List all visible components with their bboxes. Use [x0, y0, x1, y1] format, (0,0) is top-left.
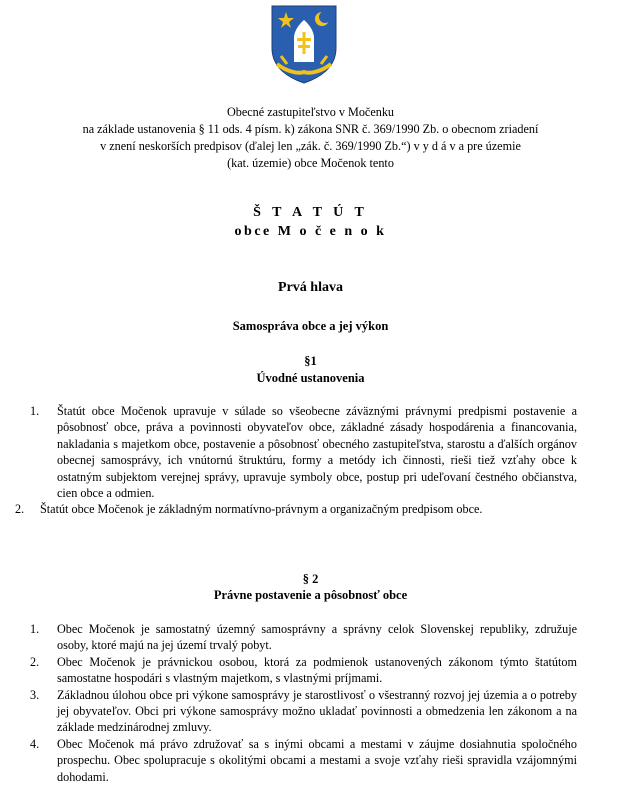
document-title: Š T A T Ú T	[253, 205, 368, 220]
section-2-list	[30, 621, 577, 785]
item-number: 1.	[30, 622, 40, 636]
intro-line: Obecné zastupiteľstvo v Močenku	[226, 105, 395, 119]
list-item	[30, 687, 577, 736]
item-number: 2.	[30, 654, 40, 669]
section-number: §1	[304, 354, 317, 368]
list-item	[15, 501, 577, 517]
section-title: Právne postavenie a pôsobnosť obce	[213, 588, 408, 602]
item-text: Štatút obce Močenok upravuje v súlade so všeobecne záväznými právnymi predpismi postavenie a pôsobnosť obce, práva a povinnosti obyvateľov obce, základné zásady hospodárenia a financovania, nakladania s majetkom obce, postavenie a pôsobnosť obecného zastupiteľstva, starostu a ďalších orgánov obecnej samosprávy, ich vnútornú štruktúru, formy a metódy ich činnosti, rieši tiež vzťahy obce k ostatným subjektom verejnej správy, upravuje symboly obce, postup pri udeľovaní čestného občianstva, cien obce a odmien.	[57, 404, 577, 501]
intro-line: v znení neskorších predpisov (ďalej len „zák. č. 369/1990 Zb.“) v y d á v a pre územie	[100, 139, 521, 153]
item-text: Štatút obce Močenok je základným normatívno-právnym a organizačným predpisom obce.	[40, 502, 483, 517]
list-item	[30, 403, 577, 501]
intro-paragraph	[0, 104, 621, 172]
intro-line: na základe ustanovenia § 11 ods. 4 písm. k) zákona SNR č. 369/1990 Zb. o obecnom zriadení	[82, 122, 539, 136]
list-item	[30, 654, 577, 687]
part-heading: Prvá hlava	[278, 280, 343, 295]
intro-line: (kat. územie) obce Močenok tento	[227, 156, 394, 170]
item-number: 4.	[30, 736, 40, 751]
item-text: Obec Močenok má právo združovať sa s inými obcami a mestami v záujme dosiahnutia spoločného prospechu. Obec spolupracuje s okolitými obcami a mestami a svoje vzťahy rieši spravidla vzájomnými dohodami.	[57, 736, 577, 784]
section-number: § 2	[302, 572, 319, 586]
section-title: Úvodné ustanovenia	[256, 371, 365, 385]
item-number: 3.	[30, 687, 40, 702]
part-subheading: Samospráva obce a jej výkon	[232, 319, 389, 333]
list-item	[30, 621, 577, 654]
item-number: 2.	[15, 502, 25, 517]
list-item	[30, 736, 577, 785]
item-text: Obec Močenok je právnickou osobou, ktorá za podmienok ustanovených zákonom týmto štatútom samostatne hospodári s vlastným majetkom, s vlastnými príjmami.	[57, 654, 577, 686]
municipal-coat-of-arms-icon	[269, 4, 339, 84]
section-1-list	[15, 403, 577, 518]
item-text: Základnou úlohou obce pri výkone samosprávy je starostlivosť o všestranný rozvoj jej územia a o potreby jej obyvateľov. Obci pri výkone samosprávy možno ukladať povinnosti a obmedzenia len zákonom a na základe medzinárodnej zmluvy.	[57, 687, 577, 735]
item-text: Obec Močenok je samostatný územný samosprávny a správny celok Slovenskej republiky, združuje osoby, ktoré majú na jej území trvalý pobyt.	[57, 622, 577, 653]
item-number: 1.	[30, 404, 40, 418]
document-subtitle: obce M o č e n o k	[234, 224, 387, 239]
